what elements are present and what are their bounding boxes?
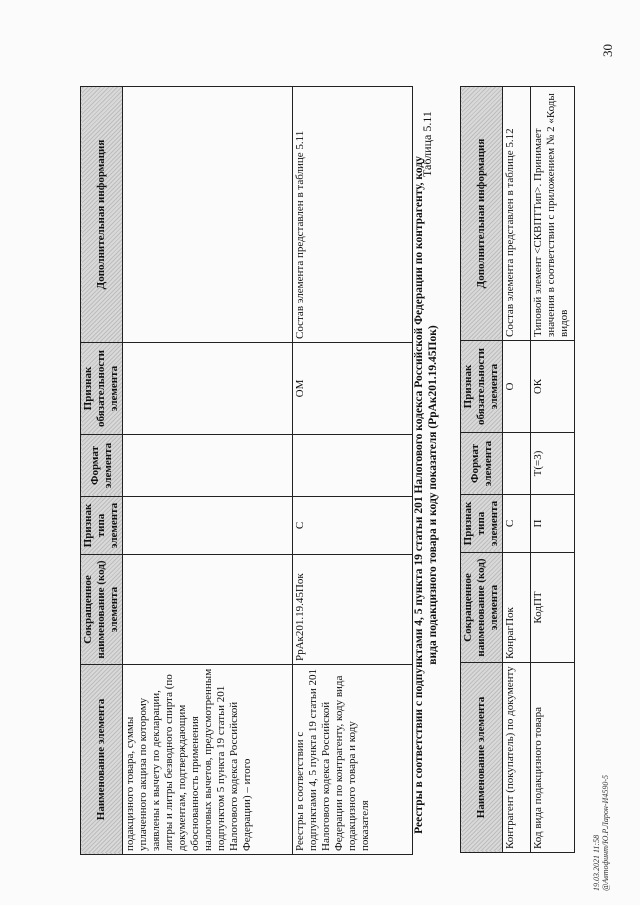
header-info: Дополнительная информация xyxy=(461,87,503,341)
stamp-date: 19.03.2021 11:58 xyxy=(592,834,601,891)
table-row xyxy=(503,87,531,853)
cell-required: ОМ xyxy=(293,343,413,435)
cell-name: Реестры в соответствии с подпунктами 4, 5 пункта 19 статьи 201 Налогового кодекса Российской Федерации по контрагенту, коду вида подакцизного товара и коду показателя xyxy=(293,665,413,855)
table-row xyxy=(531,87,575,853)
table-row xyxy=(293,87,413,855)
cell-name: Контрагент (покупатель) по документу xyxy=(503,663,531,853)
cell-name: подакцизного товара, суммы уплаченного акциза по которому заявлены к вычету по декларации, литры и литры безводного спирта (по документам, подтверждающим обоснованность применения налоговых вычетов, предусмотренным подпунктом 5 пункта 19 статьи 201 Налогового кодекса Российской Федерации) – итого xyxy=(123,665,293,855)
cell-format xyxy=(293,435,413,497)
cell-code: РрАк201.19.45Пок xyxy=(293,555,413,665)
document-stamp xyxy=(592,775,610,891)
table-title: Реестры в соответствии с подпунктами 4, 5 пункта 19 статьи 201 Налогового кодекса Российской Федерации по контрагенту, коду вида подакцизного товара и коду показателя (РрАк201.19.45Пок) xyxy=(413,156,439,834)
header-info: Дополнительная информация xyxy=(81,87,123,343)
cell-required: ОК xyxy=(531,341,575,433)
cell-code: КодПТ xyxy=(531,553,575,663)
header-required: Признак обязательности элемента xyxy=(461,341,503,433)
cell-format xyxy=(503,433,531,495)
table-row xyxy=(123,87,293,855)
cell-format xyxy=(123,435,293,497)
elements-table-continued xyxy=(80,86,413,855)
page-number: 30 xyxy=(600,44,615,57)
cell-format: Т(=3) xyxy=(531,433,575,495)
cell-code xyxy=(123,555,293,665)
cell-type: С xyxy=(293,497,413,555)
cell-info: Состав элемента представлен в таблице 5.11 xyxy=(293,87,413,343)
header-format: Формат элемента xyxy=(81,435,123,497)
cell-type: П xyxy=(531,495,575,553)
header-format: Формат элемента xyxy=(461,433,503,495)
registries-table-5-11 xyxy=(460,86,575,853)
header-name: Наименование элемента xyxy=(81,665,123,855)
cell-required xyxy=(123,343,293,435)
cell-name: Код вида подакцизного товара xyxy=(531,663,575,853)
header-code: Сокращенное наименование (код) элемента xyxy=(461,553,503,663)
stamp-id: @Автофинт/Ю.Р.Ларон-И4590-5 xyxy=(601,775,610,891)
cell-info: Состав элемента представлен в таблице 5.12 xyxy=(503,87,531,341)
cell-required: О xyxy=(503,341,531,433)
header-type: Признак типа элемента xyxy=(461,495,503,553)
cell-type: С xyxy=(503,495,531,553)
header-code: Сокращенное наименование (код) элемента xyxy=(81,555,123,665)
cell-info xyxy=(123,87,293,343)
header-required: Признак обязательности элемента xyxy=(81,343,123,435)
cell-type xyxy=(123,497,293,555)
header-type: Признак типа элемента xyxy=(81,497,123,555)
table-header-row xyxy=(81,87,123,855)
header-name: Наименование элемента xyxy=(461,663,503,853)
table-label: Таблица 5.11 xyxy=(420,111,434,177)
cell-info: Типовой элемент <СКВПТТип>. Принимает значения в соответствии с приложением № 2 «Коды видов xyxy=(531,87,575,341)
cell-code: КонрагПок xyxy=(503,553,531,663)
table-header-row xyxy=(461,87,503,853)
